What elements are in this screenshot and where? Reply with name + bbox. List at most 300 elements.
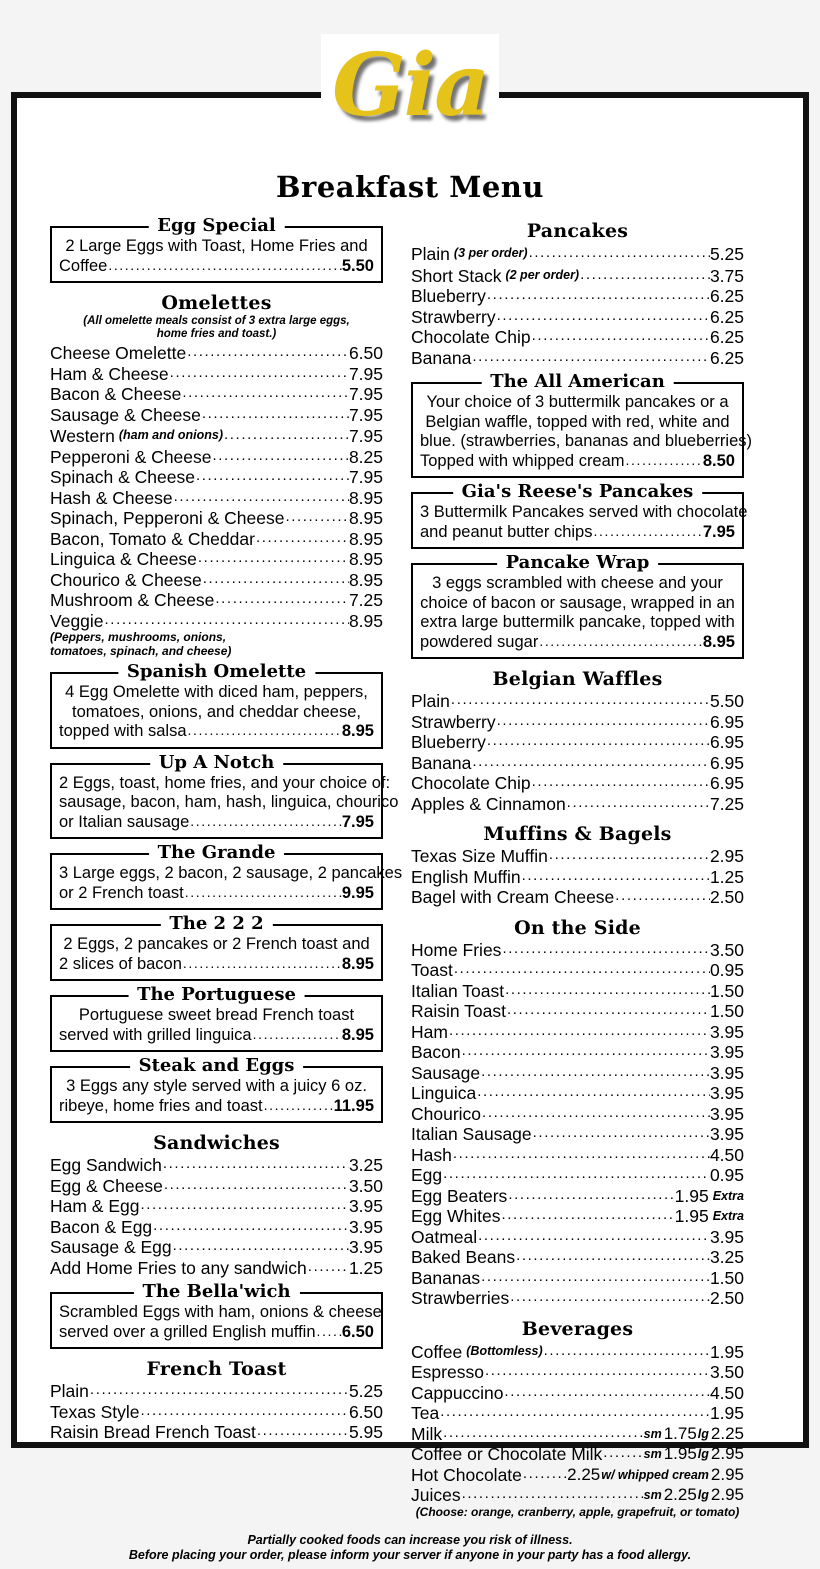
item-price: 3.95 — [709, 1062, 744, 1083]
item-price: 1.95 — [709, 1341, 744, 1362]
item-price: 8.95 — [348, 610, 383, 631]
item-price: 7.95 — [702, 522, 735, 541]
dot-leader — [316, 1322, 342, 1342]
dot-leader — [453, 959, 710, 980]
section-title-spanish-omelette: Spanish Omelette — [118, 661, 315, 682]
item-price: 3.95 — [709, 1124, 744, 1144]
dot-leader — [461, 1041, 710, 1062]
item-name: Toast — [411, 960, 453, 980]
item-name: Veggie — [50, 610, 104, 631]
item-name: Hash & Cheese — [50, 487, 173, 508]
item-price: 2.95 — [709, 846, 744, 866]
list-item — [411, 1083, 744, 1104]
list-item — [411, 1362, 744, 1383]
item-name: served over a grilled English muffin — [59, 1322, 316, 1341]
list-item — [411, 1124, 744, 1145]
dot-leader — [496, 711, 710, 732]
the-portuguese-price-row — [59, 1026, 374, 1046]
dot-leader — [528, 243, 710, 264]
section-sandwiches — [50, 1132, 383, 1278]
item-price: 6.25 — [709, 327, 744, 347]
list-item — [50, 1155, 383, 1176]
item-name: Cappuccino — [411, 1382, 504, 1403]
item-price: 7.95 — [348, 467, 383, 487]
whipped-cream-label: w/ whipped cream — [601, 1467, 709, 1482]
item-name: powdered sugar — [420, 632, 539, 651]
list-item — [50, 384, 383, 405]
section-title-on-the-side: On the Side — [514, 916, 641, 939]
item-name: Short Stack — [411, 265, 502, 286]
item-price: 3.75 — [709, 265, 744, 286]
list-item — [411, 307, 744, 328]
size-label-large: lg — [697, 1426, 709, 1441]
item-name: Plain — [411, 244, 450, 264]
item-name: Italian Sausage — [411, 1124, 532, 1144]
item-name: Milk — [411, 1423, 443, 1444]
item-price: 5.50 — [709, 691, 744, 711]
item-name: or 2 French toast — [59, 883, 184, 902]
item-name: Strawberries — [411, 1288, 510, 1308]
dot-leader — [496, 306, 710, 327]
item-name: Ham — [411, 1021, 448, 1042]
item-price: 6.50 — [348, 343, 383, 363]
list-item — [411, 1403, 744, 1424]
list-item — [411, 773, 744, 794]
item-name: Baked Beans — [411, 1247, 516, 1267]
dot-leader — [531, 772, 710, 793]
list-item — [50, 549, 383, 570]
dot-leader — [184, 883, 342, 903]
item-name: Bananas — [411, 1267, 481, 1288]
list-item — [50, 1196, 383, 1217]
pancake-wrap-line-3: extra large buttermilk pancake, topped with — [420, 613, 735, 631]
list-item — [50, 488, 383, 509]
spanish-omelette-line-1: 4 Egg Omelette with diced ham, peppers, — [65, 683, 368, 701]
item-price: 3.95 — [348, 1216, 383, 1237]
list-item — [411, 1186, 744, 1207]
section-pancake-wrap — [411, 552, 744, 659]
item-price: 6.95 — [709, 773, 744, 793]
item-price: 3.50 — [709, 939, 744, 960]
item-name: Spinach & Cheese — [50, 467, 195, 487]
item-price: 0.95 — [709, 1165, 744, 1185]
item-name: Chourico & Cheese — [50, 569, 202, 590]
section-reeses-pancakes — [411, 481, 748, 549]
dot-leader — [186, 342, 349, 363]
section-title-belgian-waffles: Belgian Waffles — [492, 668, 663, 690]
price-small: 2.25 — [663, 1485, 697, 1504]
list-item — [50, 1237, 383, 1258]
item-price: 9.95 — [341, 883, 374, 902]
price-whipped-cream: 2.95 — [710, 1464, 744, 1484]
dot-leader — [477, 1226, 710, 1247]
section-omelettes — [50, 292, 383, 658]
dot-leader — [509, 1287, 710, 1308]
pancake-wrap-line-1: 3 eggs scrambled with cheese and your — [432, 574, 723, 592]
item-price: 1.95 — [709, 1403, 744, 1423]
list-item — [50, 467, 383, 488]
item-price: 7.25 — [709, 793, 744, 814]
item-subtitle: (Bottomless) — [466, 1343, 543, 1358]
dot-leader — [501, 939, 710, 960]
list-item — [411, 286, 744, 307]
item-name: Hash — [411, 1144, 452, 1165]
spanish-omelette-line-2: tomatoes, onions, and cheddar cheese, — [72, 702, 361, 721]
item-price: 3.95 — [348, 1237, 383, 1257]
section-title-up-a-notch: Up A Notch — [150, 752, 284, 773]
item-name: Cheese Omelette — [50, 343, 187, 363]
list-item — [50, 425, 383, 447]
list-item — [411, 1104, 744, 1125]
list-item — [411, 691, 744, 712]
all-american-line-1: Your choice of 3 buttermilk pancakes or a — [426, 393, 729, 411]
item-name: English Muffin — [411, 866, 521, 887]
item-name: Texas Size Muffin — [411, 846, 548, 866]
the-grande-price-row — [59, 884, 374, 904]
list-item-milk — [411, 1424, 744, 1445]
section-muffins-bagels — [411, 823, 744, 908]
list-item — [411, 327, 744, 348]
dot-leader — [173, 487, 349, 508]
section-title-muffins-bagels: Muffins & Bagels — [483, 823, 672, 845]
list-item — [411, 960, 744, 981]
item-name: or Italian sausage — [59, 812, 190, 831]
item-price: 8.95 — [348, 487, 383, 508]
item-name: Bacon, Tomato & Cheddar — [50, 528, 255, 549]
veggie-note-1: (Peppers, mushrooms, onions, — [50, 630, 227, 644]
item-price: 6.25 — [709, 306, 744, 327]
list-item — [411, 1063, 744, 1084]
steak-and-eggs-price-row — [59, 1097, 374, 1117]
all-american-line-2: Belgian waffle, topped with red, white and — [425, 412, 730, 431]
juice-note: (Choose: orange, cranberry, apple, grapefruit, or tomato) — [415, 1504, 740, 1519]
item-price: 6.25 — [709, 347, 744, 368]
item-name: Coffee — [411, 1341, 463, 1362]
item-name: Raisin Toast — [411, 1001, 507, 1021]
dot-leader — [480, 1267, 710, 1288]
item-name: Hot Chocolate — [411, 1464, 522, 1485]
section-egg-special — [50, 215, 383, 283]
item-price: 8.95 — [341, 722, 374, 740]
list-item — [50, 508, 383, 529]
item-price: 1.25 — [348, 1257, 383, 1278]
list-item — [411, 887, 744, 908]
section-title-reeses-pancakes: Gia's Reese's Pancakes — [453, 481, 703, 502]
section-the-portuguese — [50, 984, 383, 1052]
item-price: 7.95 — [348, 426, 383, 446]
up-a-notch-line-2: sausage, bacon, ham, hash, linguica, chourico — [59, 793, 399, 811]
item-price-suffix: Extra — [712, 1188, 744, 1203]
list-item — [411, 1288, 744, 1309]
dot-leader — [566, 793, 710, 814]
item-price: 3.25 — [348, 1155, 383, 1175]
section-title-omelettes: Omelettes — [161, 292, 272, 314]
item-price: 3.95 — [348, 1196, 383, 1216]
item-price: 4.50 — [709, 1144, 744, 1165]
all-american-line-3: blue. (strawberries, bananas and blueberries) — [420, 432, 753, 450]
item-price: 8.95 — [348, 569, 383, 590]
page-title: Breakfast Menu — [276, 170, 544, 204]
item-name: Strawberry — [411, 711, 496, 732]
item-subtitle: (3 per order) — [453, 246, 528, 260]
item-name: Egg — [411, 1165, 443, 1185]
section-all-american — [411, 371, 753, 478]
item-name: Ham & Cheese — [50, 363, 169, 384]
dot-leader — [172, 1236, 349, 1257]
dot-leader — [255, 528, 349, 549]
list-item — [411, 1001, 744, 1022]
section-title-beverages: Beverages — [521, 1317, 634, 1340]
section-title-the-222: The 2 2 2 — [160, 913, 272, 934]
list-item — [411, 1165, 744, 1186]
item-name: Pepperoni & Cheese — [50, 446, 212, 467]
item-price: 7.95 — [348, 404, 383, 425]
price-base: 2.25 — [567, 1464, 601, 1484]
item-name: Egg Whites — [411, 1206, 501, 1226]
item-name: ribeye, home fries and toast — [59, 1096, 263, 1115]
section-bella-wich — [50, 1281, 383, 1349]
dot-leader — [538, 632, 703, 652]
item-name: and peanut butter chips — [420, 522, 593, 541]
item-name: Add Home Fries to any sandwich — [50, 1257, 307, 1278]
item-name: Apples & Cinnamon — [411, 793, 566, 814]
list-item — [411, 1268, 744, 1289]
dot-leader — [152, 1216, 349, 1237]
dot-leader — [197, 548, 349, 569]
list-item-juices — [411, 1485, 744, 1506]
item-price: 5.50 — [341, 256, 374, 275]
dot-leader — [486, 285, 710, 306]
list-item — [411, 1022, 744, 1043]
item-name: Bagel with Cream Cheese — [411, 887, 615, 907]
dot-leader — [284, 507, 348, 528]
item-price: 5.25 — [709, 244, 744, 264]
item-price: 6.50 — [341, 1322, 374, 1341]
pancake-wrap-price-row — [420, 633, 735, 653]
dot-leader — [461, 1484, 643, 1505]
dot-leader — [476, 1082, 710, 1103]
item-name: Chourico — [411, 1103, 482, 1124]
list-item — [411, 753, 744, 774]
section-title-all-american: The All American — [481, 371, 674, 392]
item-price: 6.95 — [709, 752, 744, 773]
dot-leader — [89, 1380, 349, 1401]
dot-leader — [442, 1423, 643, 1444]
item-name: Egg & Cheese — [50, 1175, 163, 1196]
price-large: 2.95 — [710, 1485, 744, 1504]
section-title-the-portuguese: The Portuguese — [128, 984, 305, 1005]
dot-leader — [614, 886, 710, 907]
list-item — [50, 1402, 383, 1423]
dot-leader — [503, 1382, 710, 1403]
item-name: Sausage & Cheese — [50, 404, 201, 425]
item-name: Sausage — [411, 1062, 481, 1083]
item-name: Spinach, Pepperoni & Cheese — [50, 508, 285, 528]
price-small: 1.95 — [663, 1444, 697, 1463]
dot-leader — [486, 731, 710, 752]
dot-leader — [507, 1185, 674, 1206]
dot-leader — [450, 690, 710, 711]
item-name: 2 slices of bacon — [59, 954, 182, 973]
item-name: Tea — [411, 1403, 440, 1423]
section-title-sandwiches: Sandwiches — [153, 1132, 280, 1154]
item-price: 8.95 — [341, 1025, 374, 1044]
list-item — [411, 794, 744, 815]
section-up-a-notch — [50, 751, 399, 840]
the-222-line-1: 2 Eggs, 2 pancakes or 2 French toast and — [63, 935, 370, 953]
list-item — [50, 405, 383, 426]
list-item — [411, 348, 744, 369]
up-a-notch-line-1: 2 Eggs, toast, home fries, and your choice of: — [59, 773, 391, 792]
size-label-small: sm — [643, 1447, 662, 1461]
section-title-french-toast: French Toast — [146, 1358, 287, 1380]
dot-leader — [442, 1164, 710, 1185]
dot-leader — [182, 954, 342, 974]
item-price: 7.95 — [348, 384, 383, 404]
section-on-the-side — [411, 917, 744, 1309]
egg-special-price-row — [59, 257, 374, 277]
dot-leader — [169, 363, 349, 384]
item-name: Banana — [411, 347, 472, 368]
item-name: Topped with whipped cream — [420, 451, 625, 470]
item-price: 1.95 — [674, 1206, 709, 1226]
item-name: Mushroom & Cheese — [50, 590, 215, 610]
steak-and-eggs-line-1: 3 Eggs any style served with a juicy 6 oz. — [66, 1077, 367, 1095]
bella-wich-line-1: Scrambled Eggs with ham, onions & cheese — [59, 1303, 382, 1321]
item-name: Coffee — [59, 256, 108, 275]
dot-leader — [212, 446, 349, 467]
list-item — [411, 243, 744, 265]
item-price: 4.50 — [709, 1382, 744, 1403]
dot-leader — [139, 1195, 348, 1216]
item-name: Bacon & Egg — [50, 1216, 153, 1237]
list-item — [50, 1176, 383, 1197]
item-name: Blueberry — [411, 732, 486, 752]
section-french-toast — [50, 1358, 383, 1443]
up-a-notch-price-row — [59, 813, 374, 833]
dot-leader — [471, 752, 710, 773]
item-price: 3.95 — [709, 1226, 744, 1247]
item-price: 3.50 — [709, 1362, 744, 1382]
list-item — [411, 1042, 744, 1063]
list-item — [411, 846, 744, 867]
item-name: Texas Style — [50, 1401, 140, 1422]
restaurant-logo — [321, 34, 499, 140]
item-price: 6.50 — [348, 1401, 383, 1422]
dot-leader — [223, 425, 349, 446]
the-grande-line-1: 3 Large eggs, 2 bacon, 2 sausage, 2 pancakes — [59, 864, 403, 882]
list-item — [411, 867, 744, 888]
item-price-suffix: Extra — [712, 1209, 744, 1223]
item-name: Blueberry — [411, 286, 486, 306]
list-item — [50, 570, 383, 591]
list-item — [411, 265, 744, 287]
dot-leader — [484, 1361, 710, 1382]
dot-leader — [522, 1464, 567, 1485]
list-item — [411, 732, 744, 753]
list-item-chocolate-milk — [411, 1444, 744, 1465]
pancake-wrap-line-2: choice of bacon or sausage, wrapped in an — [420, 593, 735, 612]
dot-leader — [107, 256, 342, 276]
item-name: Chocolate Chip — [411, 773, 531, 793]
section-the-grande — [50, 842, 403, 910]
dot-leader — [504, 980, 710, 1001]
item-price: 5.25 — [348, 1381, 383, 1401]
dot-leader — [521, 866, 710, 887]
list-item — [50, 447, 383, 468]
item-name: Egg Beaters — [411, 1185, 508, 1206]
dot-leader — [162, 1154, 349, 1175]
item-name: Ham & Egg — [50, 1196, 140, 1216]
dot-leader — [189, 812, 342, 832]
dot-leader — [252, 1025, 342, 1045]
list-item — [50, 343, 383, 364]
footer-disclaimer — [17, 1533, 803, 1569]
section-belgian-waffles — [411, 668, 744, 814]
dot-leader — [307, 1257, 349, 1278]
footer-line-1: Partially cooked foods can increase you risk of illness. — [247, 1533, 573, 1547]
item-name: Plain — [411, 691, 450, 711]
size-label-small: sm — [643, 1488, 662, 1502]
section-steak-and-eggs — [50, 1055, 383, 1123]
menu-frame — [11, 92, 809, 1562]
all-american-price-row — [420, 452, 735, 472]
item-price: 7.95 — [348, 363, 383, 384]
dot-leader — [439, 1402, 710, 1423]
item-price: 1.95 — [674, 1185, 709, 1206]
price-large: 2.25 — [710, 1423, 744, 1443]
reeses-pancakes-line-1: 3 Buttermilk Pancakes served with chocolate — [420, 503, 748, 521]
section-spanish-omelette — [50, 661, 383, 749]
item-price: 8.95 — [348, 549, 383, 569]
item-name: Linguica — [411, 1083, 477, 1103]
list-item — [50, 1258, 383, 1279]
list-item — [411, 940, 744, 961]
dot-leader — [256, 1421, 349, 1442]
item-name: Coffee or Chocolate Milk — [411, 1444, 603, 1464]
size-label-large: lg — [697, 1488, 709, 1502]
item-name: Plain — [50, 1381, 89, 1401]
item-price: 3.95 — [709, 1103, 744, 1124]
price-small: 1.75 — [663, 1423, 697, 1443]
dot-leader — [163, 1175, 349, 1196]
dot-leader — [602, 1443, 642, 1464]
item-price: 1.50 — [709, 980, 744, 1001]
dot-leader — [532, 1123, 710, 1144]
list-item — [411, 1227, 744, 1248]
item-price: 6.95 — [709, 732, 744, 752]
dot-leader — [214, 589, 349, 610]
item-price: 8.95 — [348, 528, 383, 549]
size-label-large: lg — [697, 1447, 709, 1461]
list-item — [411, 1145, 744, 1166]
item-price: 7.95 — [341, 812, 374, 831]
dot-leader — [195, 466, 349, 487]
item-name: Raisin Bread French Toast — [50, 1422, 256, 1442]
section-title-the-grande: The Grande — [149, 842, 285, 863]
item-name: topped with salsa — [59, 722, 187, 740]
list-item-hot-chocolate — [411, 1465, 744, 1486]
size-label-small: sm — [643, 1426, 662, 1441]
list-item — [411, 1206, 744, 1227]
list-item — [50, 364, 383, 385]
item-price: 8.50 — [702, 451, 735, 470]
item-price: 2.50 — [709, 1288, 744, 1308]
item-price: 8.25 — [348, 446, 383, 467]
item-name: Oatmeal — [411, 1226, 478, 1247]
dot-leader — [515, 1246, 710, 1267]
spanish-omelette-price-row — [59, 722, 374, 742]
